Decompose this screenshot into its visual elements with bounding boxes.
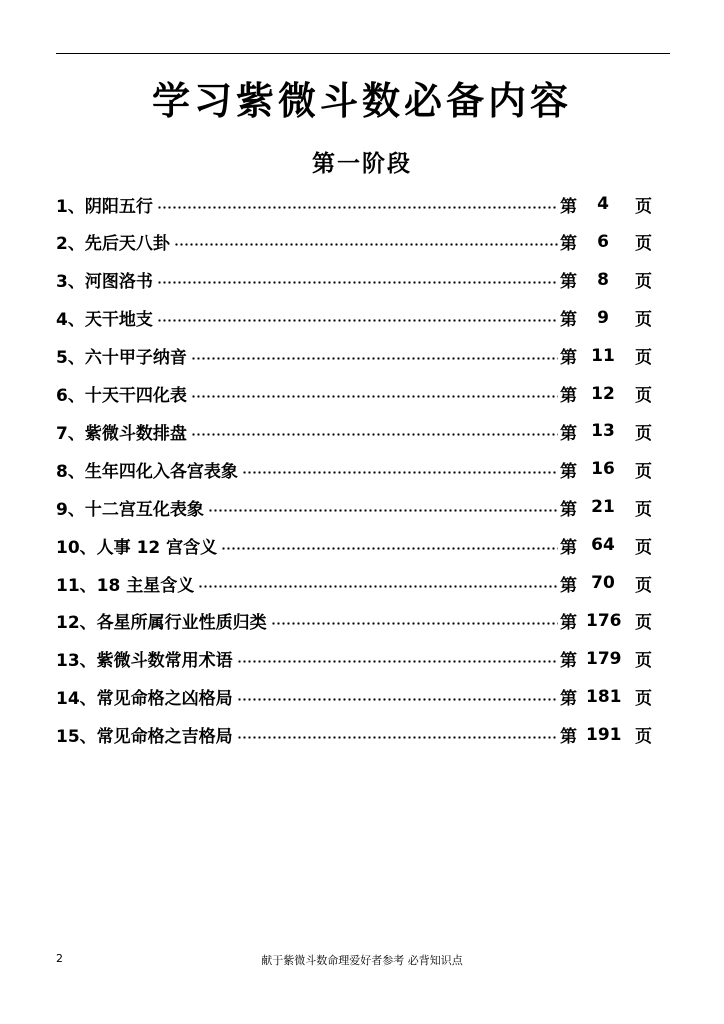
toc-entry-label: 9、十二宫互化表象 bbox=[56, 499, 204, 520]
toc-page-number: 11 bbox=[591, 345, 615, 366]
toc-entry-label: 2、先后天八卦 bbox=[56, 234, 170, 255]
toc-entry-label: 1、阴阳五行 bbox=[56, 196, 153, 217]
toc-page-number: 191 bbox=[586, 724, 622, 745]
toc-page-suffix: 页 bbox=[635, 461, 652, 482]
toc-page-prefix: 第 bbox=[560, 196, 577, 217]
toc-page-number: 12 bbox=[591, 383, 615, 404]
toc-page-prefix: 第 bbox=[560, 499, 577, 520]
toc-page-number: 13 bbox=[591, 421, 615, 442]
toc-page-prefix: 第 bbox=[560, 575, 577, 596]
toc-entry bbox=[56, 417, 656, 445]
header-rule bbox=[56, 53, 670, 54]
toc-page-suffix: 页 bbox=[635, 499, 652, 520]
toc-entry bbox=[56, 380, 656, 408]
footer-text: 献于紫微斗数命理爱好者参考 必背知识点 bbox=[261, 954, 463, 967]
toc-page-number: 6 bbox=[597, 231, 609, 252]
toc-page-suffix: 页 bbox=[635, 689, 652, 710]
toc-leader-dots bbox=[208, 509, 558, 512]
toc-page-prefix: 第 bbox=[560, 727, 577, 748]
toc-entry-label: 6、十天干四化表 bbox=[56, 386, 187, 406]
page-title: 学习紫微斗数必备内容 bbox=[151, 78, 572, 123]
toc-leader-dots bbox=[157, 206, 558, 209]
toc-page-prefix: 第 bbox=[560, 234, 577, 255]
toc-page-number: 70 bbox=[591, 573, 615, 593]
toc-leader-dots bbox=[191, 395, 558, 398]
toc-entry-label: 11、18 主星含义 bbox=[56, 575, 195, 596]
toc-page-prefix: 第 bbox=[560, 651, 577, 672]
toc-page-ref bbox=[560, 646, 656, 671]
toc-page-number: 21 bbox=[591, 497, 615, 518]
toc-page-prefix: 第 bbox=[560, 689, 577, 710]
toc-entry bbox=[56, 645, 656, 673]
toc-page-suffix: 页 bbox=[635, 196, 652, 217]
toc-entry bbox=[56, 531, 656, 559]
toc-page-suffix: 页 bbox=[635, 348, 652, 369]
toc-page-ref bbox=[560, 457, 656, 482]
toc-page-ref bbox=[560, 305, 656, 330]
toc-page-prefix: 第 bbox=[560, 461, 577, 482]
toc-leader-dots bbox=[191, 433, 558, 436]
toc-page-ref bbox=[560, 495, 656, 520]
toc-page-ref bbox=[560, 381, 656, 406]
toc-page-ref bbox=[560, 229, 656, 254]
toc-page-ref bbox=[560, 608, 656, 633]
toc-page-prefix: 第 bbox=[560, 423, 577, 444]
toc-entry-label: 3、河图洛书 bbox=[56, 272, 153, 293]
toc-page-number: 64 bbox=[591, 535, 615, 556]
toc-entry bbox=[56, 607, 656, 635]
toc-entry-label: 15、常见命格之吉格局 bbox=[56, 727, 233, 748]
toc-page-suffix: 页 bbox=[635, 727, 652, 748]
toc-entry bbox=[56, 493, 656, 521]
toc-leader-dots bbox=[237, 660, 558, 663]
toc-entry bbox=[56, 228, 656, 256]
toc-page-ref bbox=[560, 722, 656, 747]
toc-entry bbox=[56, 190, 656, 218]
toc-page-number: 181 bbox=[586, 686, 622, 707]
toc-entry-label: 7、紫微斗数排盘 bbox=[56, 423, 187, 444]
toc-page-suffix: 页 bbox=[635, 575, 652, 596]
toc-page-suffix: 页 bbox=[635, 537, 652, 558]
toc-page-number: 176 bbox=[586, 610, 622, 631]
toc-page-suffix: 页 bbox=[635, 613, 652, 634]
toc-page-prefix: 第 bbox=[560, 386, 577, 406]
toc-leader-dots bbox=[157, 281, 558, 284]
toc-page-suffix: 页 bbox=[635, 386, 652, 406]
toc-entry-label: 10、人事 12 宫含义 bbox=[56, 537, 218, 558]
toc-leader-dots bbox=[271, 622, 558, 625]
toc-entry bbox=[56, 342, 656, 370]
toc-entry bbox=[56, 569, 656, 597]
toc-page-suffix: 页 bbox=[635, 272, 652, 293]
toc-page-number: 179 bbox=[586, 648, 622, 669]
toc-page-ref bbox=[560, 419, 656, 444]
toc-page-number: 16 bbox=[591, 459, 615, 480]
toc-entry bbox=[56, 455, 656, 483]
toc-page-ref bbox=[560, 192, 656, 217]
toc-entry-label: 5、六十甲子纳音 bbox=[56, 348, 187, 369]
toc-page-suffix: 页 bbox=[635, 651, 652, 672]
toc-page-prefix: 第 bbox=[560, 613, 577, 634]
toc-page-ref bbox=[560, 267, 656, 292]
toc-entry-label: 14、常见命格之凶格局 bbox=[56, 689, 233, 710]
toc-leader-dots bbox=[191, 357, 558, 360]
toc-leader-dots bbox=[221, 547, 558, 550]
toc-page-ref bbox=[560, 343, 656, 368]
toc-page-number: 8 bbox=[597, 269, 609, 290]
toc-entry-label: 13、紫微斗数常用术语 bbox=[56, 651, 233, 672]
toc-page-prefix: 第 bbox=[560, 310, 577, 331]
toc-page-suffix: 页 bbox=[635, 310, 652, 331]
toc-page-suffix: 页 bbox=[635, 423, 652, 444]
toc-page-number: 9 bbox=[597, 307, 609, 328]
toc-page-suffix: 页 bbox=[635, 234, 652, 255]
toc-leader-dots bbox=[237, 736, 558, 739]
toc-entry bbox=[56, 266, 656, 294]
toc-page-number: 4 bbox=[597, 194, 609, 214]
section-subtitle: 第一阶段 bbox=[312, 150, 412, 177]
toc-page-ref bbox=[560, 684, 656, 709]
toc-entry-label: 4、天干地支 bbox=[56, 310, 153, 331]
toc-page-prefix: 第 bbox=[560, 537, 577, 558]
toc-page-ref bbox=[560, 571, 656, 596]
toc-entry bbox=[56, 304, 656, 332]
toc-leader-dots bbox=[198, 585, 558, 588]
toc-leader-dots bbox=[157, 319, 558, 322]
toc-page-prefix: 第 bbox=[560, 272, 577, 293]
toc-entry bbox=[56, 721, 656, 749]
toc-entry bbox=[56, 683, 656, 711]
toc-entry-label: 12、各星所属行业性质归类 bbox=[56, 613, 267, 634]
toc-leader-dots bbox=[242, 471, 558, 474]
toc-page-ref bbox=[560, 533, 656, 558]
toc-entry-label: 8、生年四化入各宫表象 bbox=[56, 461, 238, 482]
toc-leader-dots bbox=[237, 698, 558, 701]
toc-leader-dots bbox=[174, 243, 558, 246]
toc-page-prefix: 第 bbox=[560, 348, 577, 369]
footer-page-number: 2 bbox=[56, 952, 63, 965]
